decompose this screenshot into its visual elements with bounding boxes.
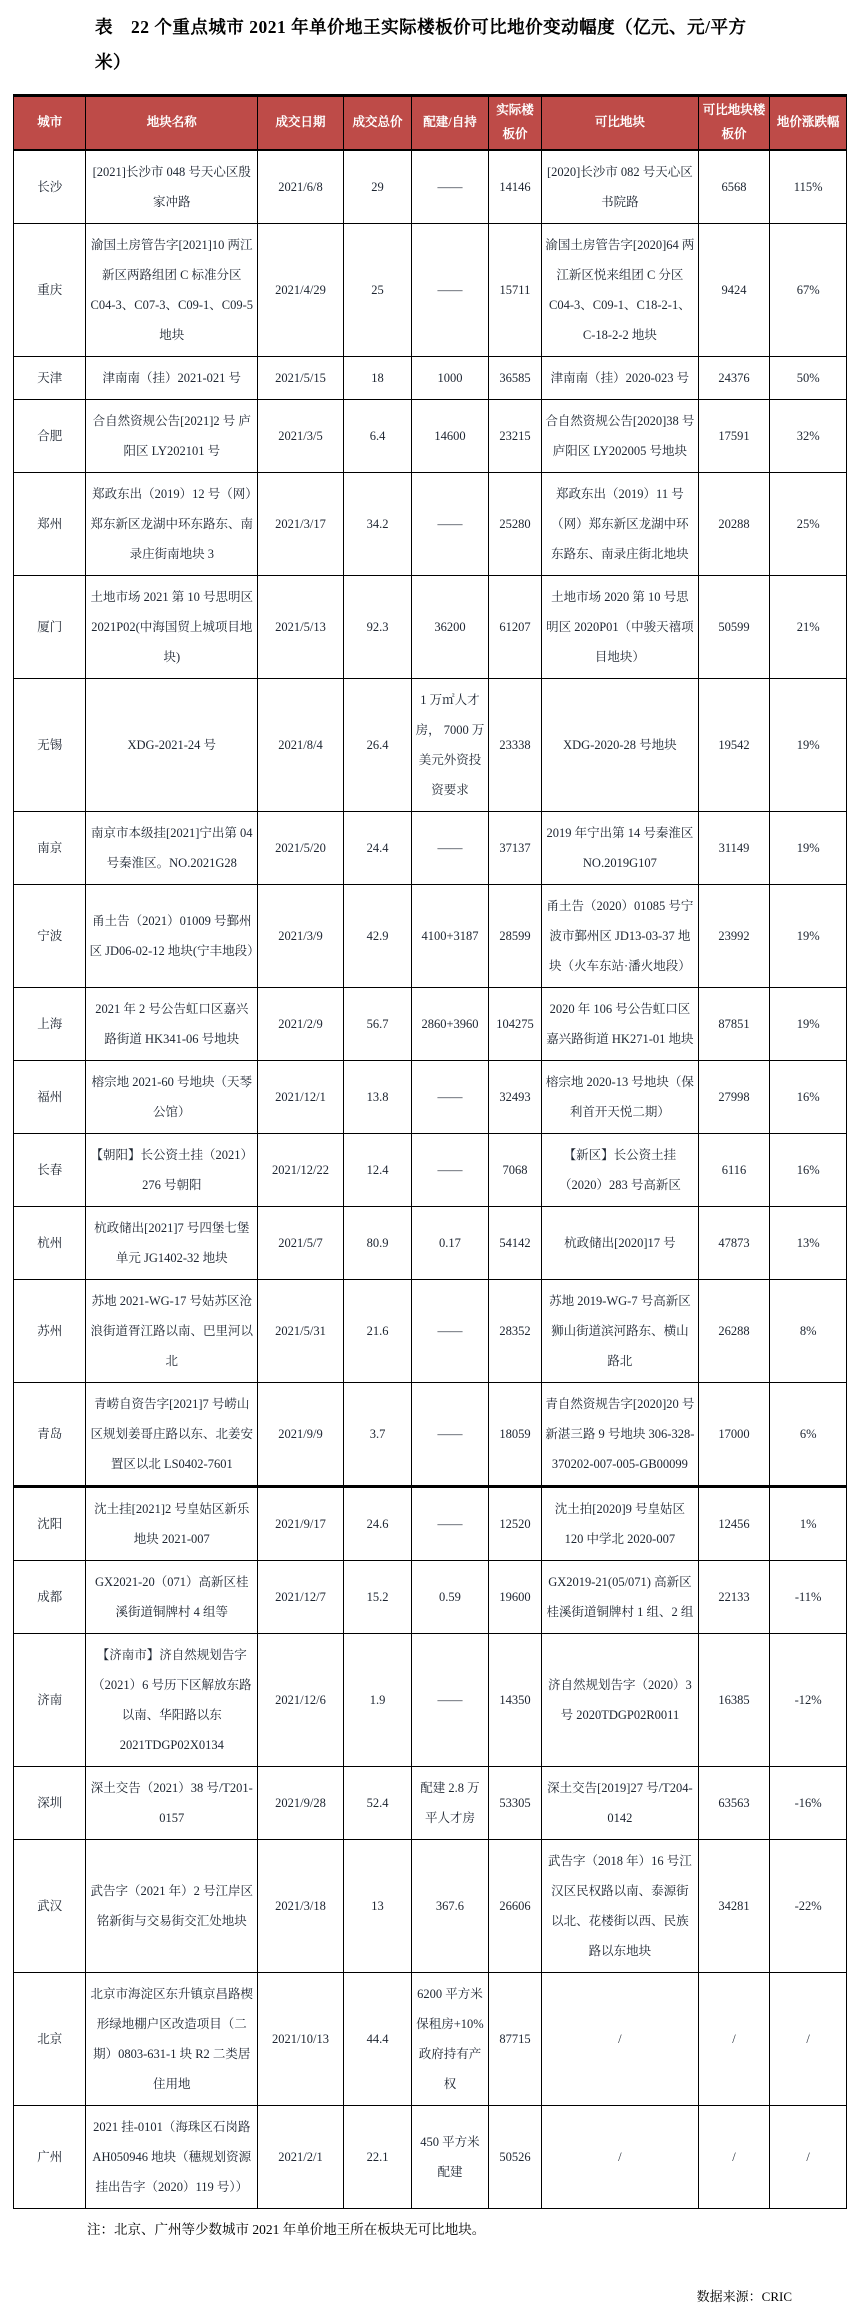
cell-comparable-plot: 沈土拍[2020]9 号皇姑区 120 中学北 2020-007 — [542, 1486, 699, 1560]
cell-deal-date: 2021/9/9 — [258, 1382, 344, 1486]
cell-price-change: -16% — [770, 1766, 847, 1839]
cell-deal-date: 2021/2/1 — [258, 2105, 344, 2208]
cell-deal-date: 2021/3/9 — [258, 884, 344, 987]
cell-price-change: 32% — [770, 399, 847, 472]
cell-allocation: 配建 2.8 万平人才房 — [412, 1766, 489, 1839]
cell-city: 杭州 — [14, 1206, 86, 1279]
cell-price-change: -11% — [770, 1560, 847, 1633]
cell-actual-floor-price: 14350 — [488, 1633, 541, 1766]
cell-comparable-floor-price: 27998 — [698, 1060, 770, 1133]
cell-plot-name: 甬土告（2021）01009 号鄞州区 JD06-02-12 地块(宁丰地段） — [86, 884, 258, 987]
cell-price-change: 6% — [770, 1382, 847, 1486]
cell-deal-date: 2021/12/6 — [258, 1633, 344, 1766]
cell-price-change: 19% — [770, 678, 847, 811]
cell-comparable-plot: 郑政东出（2019）11 号（网）郑东新区龙湖中环东路东、南录庄街北地块 — [542, 472, 699, 575]
cell-actual-floor-price: 14146 — [488, 150, 541, 224]
cell-city: 北京 — [14, 1972, 86, 2105]
cell-city: 长春 — [14, 1133, 86, 1206]
cell-price-change: / — [770, 1972, 847, 2105]
cell-actual-floor-price: 12520 — [488, 1486, 541, 1560]
cell-price-change: / — [770, 2105, 847, 2208]
cell-allocation: 450 平方米配建 — [412, 2105, 489, 2208]
table-row — [14, 678, 847, 811]
table-row — [14, 150, 847, 224]
table-row — [14, 1133, 847, 1206]
cell-city: 苏州 — [14, 1279, 86, 1382]
cell-comparable-floor-price: 34281 — [698, 1839, 770, 1972]
cell-deal-date: 2021/3/5 — [258, 399, 344, 472]
cell-comparable-plot: / — [542, 1972, 699, 2105]
cell-price-change: 19% — [770, 811, 847, 884]
data-source: 数据来源：CRIC — [696, 2288, 792, 2304]
table-row — [14, 1279, 847, 1382]
land-price-table — [13, 94, 847, 2209]
table-row — [14, 1060, 847, 1133]
cell-price-change: 50% — [770, 356, 847, 399]
cell-plot-name: 北京市海淀区东升镇京昌路楔形绿地棚户区改造项目（二期）0803-631-1 块 R2 二类居住用地 — [86, 1972, 258, 2105]
cell-total-price: 13.8 — [343, 1060, 411, 1133]
table-row — [14, 811, 847, 884]
cell-comparable-plot: [2020]长沙市 082 号天心区书院路 — [542, 150, 699, 224]
cell-comparable-plot: 土地市场 2020 第 10 号思明区 2020P01（中骏天禧项目地块） — [542, 575, 699, 678]
cell-total-price: 24.6 — [343, 1486, 411, 1560]
cell-city: 济南 — [14, 1633, 86, 1766]
cell-plot-name: 土地市场 2021 第 10 号思明区 2021P02(中海国贸上城项目地块) — [86, 575, 258, 678]
cell-actual-floor-price: 104275 — [488, 987, 541, 1060]
cell-comparable-floor-price: 26288 — [698, 1279, 770, 1382]
cell-total-price: 42.9 — [343, 884, 411, 987]
cell-allocation: 1000 — [412, 356, 489, 399]
cell-price-change: 1% — [770, 1486, 847, 1560]
cell-allocation: —— — [412, 1486, 489, 1560]
cell-actual-floor-price: 19600 — [488, 1560, 541, 1633]
table-row — [14, 1972, 847, 2105]
cell-comparable-plot: 2020 年 106 号公告虹口区嘉兴路街道 HK271-01 地块 — [542, 987, 699, 1060]
cell-comparable-floor-price: 16385 — [698, 1633, 770, 1766]
cell-city: 天津 — [14, 356, 86, 399]
header-cell: 成交日期 — [258, 96, 344, 150]
cell-comparable-plot: 2019 年宁出第 14 号秦淮区 NO.2019G107 — [542, 811, 699, 884]
cell-deal-date: 2021/5/15 — [258, 356, 344, 399]
cell-comparable-floor-price: 63563 — [698, 1766, 770, 1839]
cell-actual-floor-price: 26606 — [488, 1839, 541, 1972]
header-cell: 实际楼板价 — [488, 96, 541, 150]
cell-plot-name: XDG-2021-24 号 — [86, 678, 258, 811]
cell-price-change: 21% — [770, 575, 847, 678]
cell-deal-date: 2021/3/18 — [258, 1839, 344, 1972]
cell-plot-name: GX2021-20（071）高新区桂溪街道铜牌村 4 组等 — [86, 1560, 258, 1633]
cell-actual-floor-price: 23338 — [488, 678, 541, 811]
cell-allocation: 1 万㎡人才房， 7000 万美元外资投资要求 — [412, 678, 489, 811]
cell-total-price: 52.4 — [343, 1766, 411, 1839]
cell-city: 青岛 — [14, 1382, 86, 1486]
table-row — [14, 884, 847, 987]
cell-actual-floor-price: 23215 — [488, 399, 541, 472]
cell-comparable-floor-price: 6116 — [698, 1133, 770, 1206]
cell-price-change: 8% — [770, 1279, 847, 1382]
cell-actual-floor-price: 28599 — [488, 884, 541, 987]
cell-allocation: 367.6 — [412, 1839, 489, 1972]
cell-deal-date: 2021/5/20 — [258, 811, 344, 884]
cell-allocation: —— — [412, 150, 489, 224]
cell-comparable-floor-price: / — [698, 2105, 770, 2208]
cell-comparable-floor-price: 9424 — [698, 223, 770, 356]
footnote: 注：北京、广州等少数城市 2021 年单价地王所在板块无可比地块。 — [87, 2221, 486, 2237]
table-row — [14, 1206, 847, 1279]
cell-allocation: 0.17 — [412, 1206, 489, 1279]
cell-comparable-floor-price: 17000 — [698, 1382, 770, 1486]
cell-plot-name: 苏地 2021-WG-17 号姑苏区沧浪街道胥江路以南、巴里河以北 — [86, 1279, 258, 1382]
cell-comparable-floor-price: 20288 — [698, 472, 770, 575]
cell-comparable-floor-price: 50599 — [698, 575, 770, 678]
cell-total-price: 26.4 — [343, 678, 411, 811]
cell-actual-floor-price: 7068 — [488, 1133, 541, 1206]
cell-city: 上海 — [14, 987, 86, 1060]
cell-allocation: —— — [412, 811, 489, 884]
cell-actual-floor-price: 87715 — [488, 1972, 541, 2105]
cell-actual-floor-price: 50526 — [488, 2105, 541, 2208]
cell-city: 合肥 — [14, 399, 86, 472]
cell-total-price: 80.9 — [343, 1206, 411, 1279]
cell-comparable-floor-price: 23992 — [698, 884, 770, 987]
cell-total-price: 56.7 — [343, 987, 411, 1060]
cell-price-change: 16% — [770, 1133, 847, 1206]
cell-deal-date: 2021/6/8 — [258, 150, 344, 224]
table-row — [14, 1486, 847, 1560]
cell-actual-floor-price: 15711 — [488, 223, 541, 356]
cell-city: 长沙 — [14, 150, 86, 224]
table-row — [14, 2105, 847, 2208]
table-body — [14, 150, 847, 2209]
cell-deal-date: 2021/5/7 — [258, 1206, 344, 1279]
cell-price-change: 19% — [770, 987, 847, 1060]
cell-plot-name: 渝国土房管告字[2021]10 两江新区两路组团 C 标准分区 C04-3、C07-3、C09-1、C09-5 地块 — [86, 223, 258, 356]
cell-price-change: 115% — [770, 150, 847, 224]
table-row — [14, 987, 847, 1060]
table-row — [14, 223, 847, 356]
cell-actual-floor-price: 18059 — [488, 1382, 541, 1486]
header-cell: 配建/自持 — [412, 96, 489, 150]
cell-deal-date: 2021/8/4 — [258, 678, 344, 811]
cell-comparable-floor-price: 12456 — [698, 1486, 770, 1560]
cell-allocation: —— — [412, 1279, 489, 1382]
header-row — [14, 96, 847, 150]
cell-actual-floor-price: 28352 — [488, 1279, 541, 1382]
cell-allocation: —— — [412, 472, 489, 575]
cell-deal-date: 2021/2/9 — [258, 987, 344, 1060]
cell-total-price: 18 — [343, 356, 411, 399]
cell-allocation: —— — [412, 1133, 489, 1206]
cell-deal-date: 2021/12/7 — [258, 1560, 344, 1633]
cell-deal-date: 2021/10/13 — [258, 1972, 344, 2105]
cell-comparable-plot: 青自然资规告字[2020]20 号 新湛三路 9 号地块 306-328-370202-007-005-GB00099 — [542, 1382, 699, 1486]
cell-city: 福州 — [14, 1060, 86, 1133]
cell-allocation: —— — [412, 1633, 489, 1766]
cell-deal-date: 2021/5/13 — [258, 575, 344, 678]
cell-actual-floor-price: 36585 — [488, 356, 541, 399]
cell-plot-name: 青崂自资告字[2021]7 号崂山区规划姜哥庄路以东、北姜安置区以北 LS0402-7601 — [86, 1382, 258, 1486]
cell-total-price: 29 — [343, 150, 411, 224]
cell-city: 厦门 — [14, 575, 86, 678]
cell-city: 重庆 — [14, 223, 86, 356]
cell-total-price: 6.4 — [343, 399, 411, 472]
cell-total-price: 21.6 — [343, 1279, 411, 1382]
table-row — [14, 1766, 847, 1839]
cell-allocation: —— — [412, 1382, 489, 1486]
cell-total-price: 34.2 — [343, 472, 411, 575]
cell-price-change: 19% — [770, 884, 847, 987]
cell-comparable-plot: / — [542, 2105, 699, 2208]
cell-allocation: 2860+3960 — [412, 987, 489, 1060]
table-row — [14, 472, 847, 575]
cell-deal-date: 2021/3/17 — [258, 472, 344, 575]
cell-comparable-plot: 合自然资规公告[2020]38 号庐阳区 LY202005 号地块 — [542, 399, 699, 472]
cell-plot-name: 武告字（2021 年）2 号江岸区铭新街与交易街交汇处地块 — [86, 1839, 258, 1972]
cell-comparable-floor-price: 47873 — [698, 1206, 770, 1279]
cell-plot-name: 杭政储出[2021]7 号四堡七堡单元 JG1402-32 地块 — [86, 1206, 258, 1279]
cell-city: 成都 — [14, 1560, 86, 1633]
cell-total-price: 3.7 — [343, 1382, 411, 1486]
cell-comparable-floor-price: 31149 — [698, 811, 770, 884]
table-title: 表 22 个重点城市 2021 年单价地王实际楼板价可比地价变动幅度（亿元、元/平方米） — [95, 17, 747, 72]
cell-comparable-plot: 【新区】长公资土挂（2020）283 号高新区 — [542, 1133, 699, 1206]
cell-total-price: 12.4 — [343, 1133, 411, 1206]
cell-total-price: 25 — [343, 223, 411, 356]
cell-deal-date: 2021/9/28 — [258, 1766, 344, 1839]
cell-comparable-floor-price: 6568 — [698, 150, 770, 224]
cell-price-change: -22% — [770, 1839, 847, 1972]
cell-plot-name: 合自然资规公告[2021]2 号 庐阳区 LY202101 号 — [86, 399, 258, 472]
cell-comparable-plot: 济自然规划告字（2020）3 号 2020TDGP02R0011 — [542, 1633, 699, 1766]
cell-total-price: 22.1 — [343, 2105, 411, 2208]
cell-city: 深圳 — [14, 1766, 86, 1839]
cell-price-change: 25% — [770, 472, 847, 575]
header-cell: 城市 — [14, 96, 86, 150]
cell-allocation: —— — [412, 1060, 489, 1133]
cell-actual-floor-price: 54142 — [488, 1206, 541, 1279]
cell-city: 宁波 — [14, 884, 86, 987]
header-cell: 地块名称 — [86, 96, 258, 150]
cell-plot-name: 南京市本级挂[2021]宁出第 04 号秦淮区。NO.2021G28 — [86, 811, 258, 884]
cell-plot-name: 2021 挂-0101（海珠区石岗路 AH050946 地块（穗规划资源挂出告字（2020）119 号）） — [86, 2105, 258, 2208]
cell-plot-name: [2021]长沙市 048 号天心区殷家冲路 — [86, 150, 258, 224]
table-row — [14, 1560, 847, 1633]
cell-comparable-plot: 榕宗地 2020-13 号地块（保利首开天悦二期） — [542, 1060, 699, 1133]
header-cell: 可比地块 — [542, 96, 699, 150]
table-header — [14, 96, 847, 150]
cell-plot-name: 沈土挂[2021]2 号皇姑区新乐地块 2021-007 — [86, 1486, 258, 1560]
cell-allocation: 36200 — [412, 575, 489, 678]
cell-comparable-plot: 渝国土房管告字[2020]64 两江新区悦来组团 C 分区 C04-3、C09-1、C18-2-1、C-18-2-2 地块 — [542, 223, 699, 356]
cell-plot-name: 津南南（挂）2021-021 号 — [86, 356, 258, 399]
cell-comparable-floor-price: 24376 — [698, 356, 770, 399]
table-row — [14, 1633, 847, 1766]
header-cell: 成交总价 — [343, 96, 411, 150]
table-row — [14, 1382, 847, 1486]
cell-comparable-plot: 武告字（2018 年）16 号江汉区民权路以南、泰源街以北、花楼街以西、民族路以东地块 — [542, 1839, 699, 1972]
cell-comparable-floor-price: 17591 — [698, 399, 770, 472]
cell-deal-date: 2021/12/1 — [258, 1060, 344, 1133]
cell-actual-floor-price: 37137 — [488, 811, 541, 884]
cell-deal-date: 2021/5/31 — [258, 1279, 344, 1382]
cell-allocation: 6200 平方米保租房+10%政府持有产权 — [412, 1972, 489, 2105]
table-row — [14, 356, 847, 399]
cell-total-price: 13 — [343, 1839, 411, 1972]
table-row — [14, 1839, 847, 1972]
cell-comparable-floor-price: 22133 — [698, 1560, 770, 1633]
cell-comparable-plot: 杭政储出[2020]17 号 — [542, 1206, 699, 1279]
cell-actual-floor-price: 25280 — [488, 472, 541, 575]
cell-comparable-plot: 津南南（挂）2020-023 号 — [542, 356, 699, 399]
table-row — [14, 575, 847, 678]
cell-city: 郑州 — [14, 472, 86, 575]
cell-plot-name: 【朝阳】长公资土挂（2021）276 号朝阳 — [86, 1133, 258, 1206]
cell-allocation: 0.59 — [412, 1560, 489, 1633]
cell-deal-date: 2021/9/17 — [258, 1486, 344, 1560]
cell-city: 广州 — [14, 2105, 86, 2208]
cell-total-price: 24.4 — [343, 811, 411, 884]
cell-actual-floor-price: 32493 — [488, 1060, 541, 1133]
cell-comparable-plot: XDG-2020-28 号地块 — [542, 678, 699, 811]
cell-actual-floor-price: 61207 — [488, 575, 541, 678]
cell-total-price: 44.4 — [343, 1972, 411, 2105]
cell-actual-floor-price: 53305 — [488, 1766, 541, 1839]
cell-plot-name: 榕宗地 2021-60 号地块（天琴公馆） — [86, 1060, 258, 1133]
cell-city: 南京 — [14, 811, 86, 884]
cell-allocation: 4100+3187 — [412, 884, 489, 987]
header-cell: 地价涨跌幅 — [770, 96, 847, 150]
cell-allocation: 14600 — [412, 399, 489, 472]
header-cell: 可比地块楼板价 — [698, 96, 770, 150]
cell-city: 沈阳 — [14, 1486, 86, 1560]
cell-price-change: 13% — [770, 1206, 847, 1279]
cell-deal-date: 2021/4/29 — [258, 223, 344, 356]
cell-total-price: 15.2 — [343, 1560, 411, 1633]
cell-total-price: 1.9 — [343, 1633, 411, 1766]
cell-price-change: -12% — [770, 1633, 847, 1766]
cell-comparable-plot: 深土交告[2019]27 号/T204-0142 — [542, 1766, 699, 1839]
cell-comparable-plot: 苏地 2019-WG-7 号高新区狮山街道滨河路东、横山路北 — [542, 1279, 699, 1382]
cell-comparable-floor-price: 87851 — [698, 987, 770, 1060]
cell-city: 无锡 — [14, 678, 86, 811]
cell-deal-date: 2021/12/22 — [258, 1133, 344, 1206]
cell-price-change: 16% — [770, 1060, 847, 1133]
table-row — [14, 399, 847, 472]
cell-comparable-floor-price: / — [698, 1972, 770, 2105]
cell-allocation: —— — [412, 223, 489, 356]
cell-plot-name: 深土交告（2021）38 号/T201-0157 — [86, 1766, 258, 1839]
cell-plot-name: 2021 年 2 号公告虹口区嘉兴路街道 HK341-06 号地块 — [86, 987, 258, 1060]
cell-comparable-plot: 甬土告（2020）01085 号宁波市鄞州区 JD13-03-37 地块（火车东站·潘火地段） — [542, 884, 699, 987]
cell-plot-name: 【济南市】济自然规划告字（2021）6 号历下区解放东路以南、华阳路以东 2021TDGP02X0134 — [86, 1633, 258, 1766]
cell-total-price: 92.3 — [343, 575, 411, 678]
cell-price-change: 67% — [770, 223, 847, 356]
cell-comparable-floor-price: 19542 — [698, 678, 770, 811]
cell-comparable-plot: GX2019-21(05/071) 高新区桂溪街道铜牌村 1 组、2 组 — [542, 1560, 699, 1633]
cell-plot-name: 郑政东出（2019）12 号（网）郑东新区龙湖中环东路东、南录庄街南地块 3 — [86, 472, 258, 575]
cell-city: 武汉 — [14, 1839, 86, 1972]
